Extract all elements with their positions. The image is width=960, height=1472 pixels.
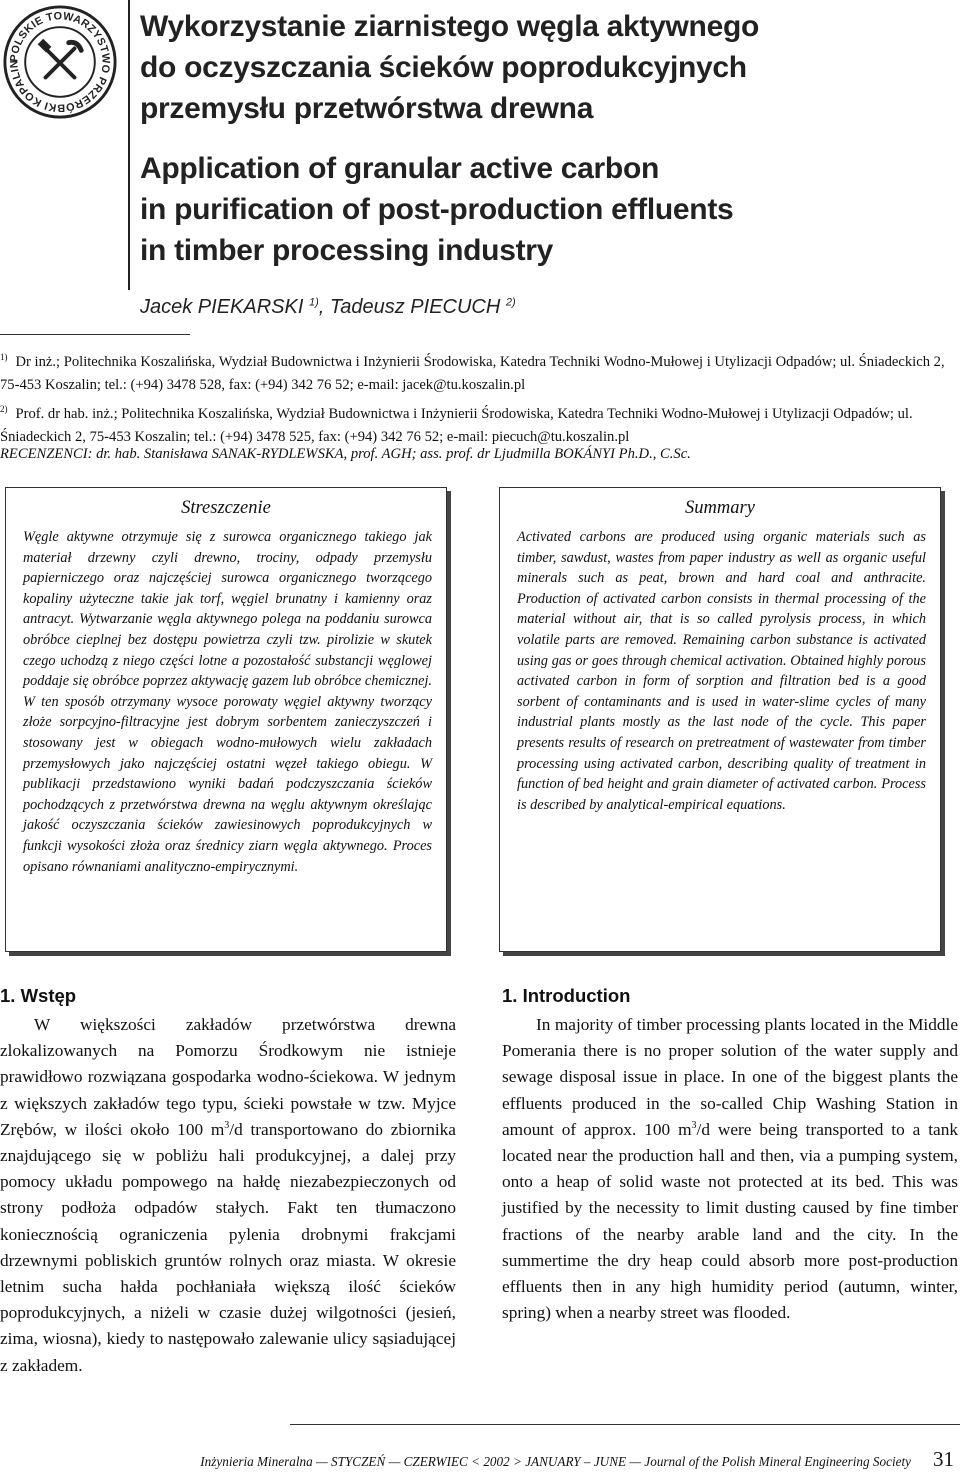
body-column-polish xyxy=(0,984,456,1379)
affiliation-2: $^{2)}$ Prof. dr hab. inż.; Politechnika Koszalińska, Wydział Budownictwa i Inżynierii Środowiska, Katedra Techniki Wodno-Mułowej i Utylizacji Odpadów; ul. Śniadeckich 2, 75-453 Koszalin; tel.: (+94) 3478 525, fax: (+94) 342 76 52; e-mail: piecuch@tu.koszalin.pl xyxy=(0,404,913,445)
abstract-heading: Summary xyxy=(685,498,755,518)
title-polish: Wykorzystanie ziarnistego węgla aktywnego do oczyszczania ścieków poprodukcyjnych przemysłu przetwórstwa drewna xyxy=(140,10,760,125)
header-divider xyxy=(128,0,130,290)
affiliation-1: $^{1)}$ Dr inż.; Politechnika Koszalińska, Wydział Budownictwa i Inżynierii Środowiska, Katedra Techniki Wodno-Mułowej i Utylizacji Odpadów; ul. Śniadeckich 2, 75-453 Koszalin; tel.: (+94) 3478 528, fax: (+94) 342 76 52; e-mail: jacek@tu.koszalin.pl xyxy=(0,352,945,393)
author-mark: 1) xyxy=(308,296,319,309)
author-name: Tadeusz PIECUCH xyxy=(329,296,501,318)
abstract-text: Activated carbons are produced using organic materials such as timber, sawdust, wastes from paper industry as well as organic useful minerals such as peat, brown and hard coal and anthracite. Production of activated carbon consists in thermal processing of the material without air, that is so called pyrolysis process, in which volatile parts are removed. Remaining carbon substance is activated using gas or goes through chemical activation. Obtained highly porous activated carbon in form of sorption and filtration bed is a good sorbent of contaminants and is used in water-slime cycles of many industrial plants mostly as the last node of the cycle. This paper presents results of research on pretreatment of wastewater from timber processing using activated carbon, describing quality of treatment in function of bed height and grain diameter of activated carbon. Process is described by analytical-empirical equations. xyxy=(517,529,926,813)
section-heading: 1. Introduction xyxy=(502,985,631,1006)
title-english: Application of granular active carbon in purification of post-production effluents in timber processing industry xyxy=(140,152,734,267)
page-number: 31 xyxy=(933,1447,954,1471)
society-logo xyxy=(2,4,118,120)
body-paragraph: W większości zakładów przetwórstwa drewna zlokalizowanych na Pomorzu Środkowym nie istnieje prawidłowo rozwiązana gospodarka wodno-ściekowa. W jednym z większych zakładów tego typu, ścieki powstałe w tzw. Myjce Zrębów, w ilości około 100 $m^3/d$ transportowano do zbiornika znajdującego się w pobliżu hali produkcyjnej, a dalej przy pomocy układu pompowego na hałdę niezabezpieczonych od strony podłoża odpadów stałych. Fakt ten tłumaczono koniecznością ograniczenia pylenia drobnymi frakcjami drzewnymi pobliskich gruntów rolnych oraz miasta. W okresie letnim sucha hałda pochłaniała większą ilość ścieków poprodukcyjnych, a niżeli w czasie dużej wilgotności (jesień, zima, wiosna), kiedy to następowało zalewanie ulicy sąsiadującej z zakładem. xyxy=(0,1015,456,1375)
page-footer xyxy=(0,1447,960,1472)
author-mark: 2) xyxy=(505,296,516,309)
author-list: Jacek PIEKARSKI $^{1)}$, Tadeusz PIECUCH $^{2)}$ xyxy=(140,296,516,318)
abstract-text: Węgle aktywne otrzymuje się z surowca organicznego takiego jak materiał drzewny czyli drewno, trociny, odpady przemysłu papierniczego oraz najczęściej surowca organicznego tworzącego kopaliny użyteczne takie jak torf, węgiel brunatny i kamienny oraz antracyt. Wytwarzanie węgla aktywnego polega na poddaniu surowca obróbce cieplnej bez dostępu powietrza czyli tzw. pirolizie w skutek czego uchodzą z niego części lotne a pozostałość substancji węglowej poddaje się obróbce poprzez aktywację gazem lub obróbce chemicznej. W ten sposób otrzymany wysoce porowaty węgiel aktywny tworzący złoże sorpcyjno-filtracyjne jest dobrym sorbentem zanieczyszczeń i stosowany jest w obiegach wodno-mułowych wielu zakładach przemysłowych jako najczęściej ostatni węzeł takiego obiegu. W publikacji przedstawiono wyniki badań podczyszczania ścieków pochodzących z przetwórstwa drewna na węglu aktywnym określając jakość oczyszczania ścieków zawiesinowych poprodukcyjnych w funkcji wysokości złoża oraz średnicy ziarn węgla aktywnego. Proces opisano równaniami analityczno-empirycznymi. xyxy=(23,529,432,875)
abstract-heading: Streszczenie xyxy=(181,498,271,518)
abstract-polish xyxy=(5,487,447,952)
author-name: Jacek PIEKARSKI xyxy=(140,296,304,318)
reviewers-line: RECENZENCI: dr. hab. Stanisława SANAK-RYDLEWSKA, prof. AGH; ass. prof. dr Ljudmilla BOKÁNYI Ph.D., C.Sc. xyxy=(0,446,691,462)
section-heading: 1. Wstęp xyxy=(0,985,77,1006)
hammer-and-pick-icon xyxy=(38,39,82,78)
body-paragraph: In majority of timber processing plants located in the Middle Pomerania there is no proper solution of the water supply and sewage disposal issue in place. In one of the biggest plants the effluents produced in the so-called Chip Washing Station in amount of approx. 100 $m^3/d$ were being transported to a tank located near the production hall and then, via a pumping system, onto a heap of solid waste not protected at its bed. This was justified by the necessity to limit dusting caused by fine timber fractions of the nearby arable land and the city. In the summertime the dry heap could absorb more post-production effluents then in any high humidity period (autumn, winter, spring) when a nearby street was flooded. xyxy=(502,1015,958,1323)
journal-name: Inżynieria Mineralna — STYCZEŃ — CZERWIEC < 2002 > JANUARY – JUNE — Journal of the Polish Mineral Engineering Society xyxy=(200,1454,911,1469)
abstract-english xyxy=(499,487,941,952)
logo-ring-text: POLSKIE TOWARZYSTWO PRZERÓBKI KOPALIN xyxy=(8,10,112,114)
footer-rule xyxy=(290,1424,960,1425)
footnote-rule xyxy=(0,334,190,335)
body-column-english xyxy=(502,984,958,1326)
